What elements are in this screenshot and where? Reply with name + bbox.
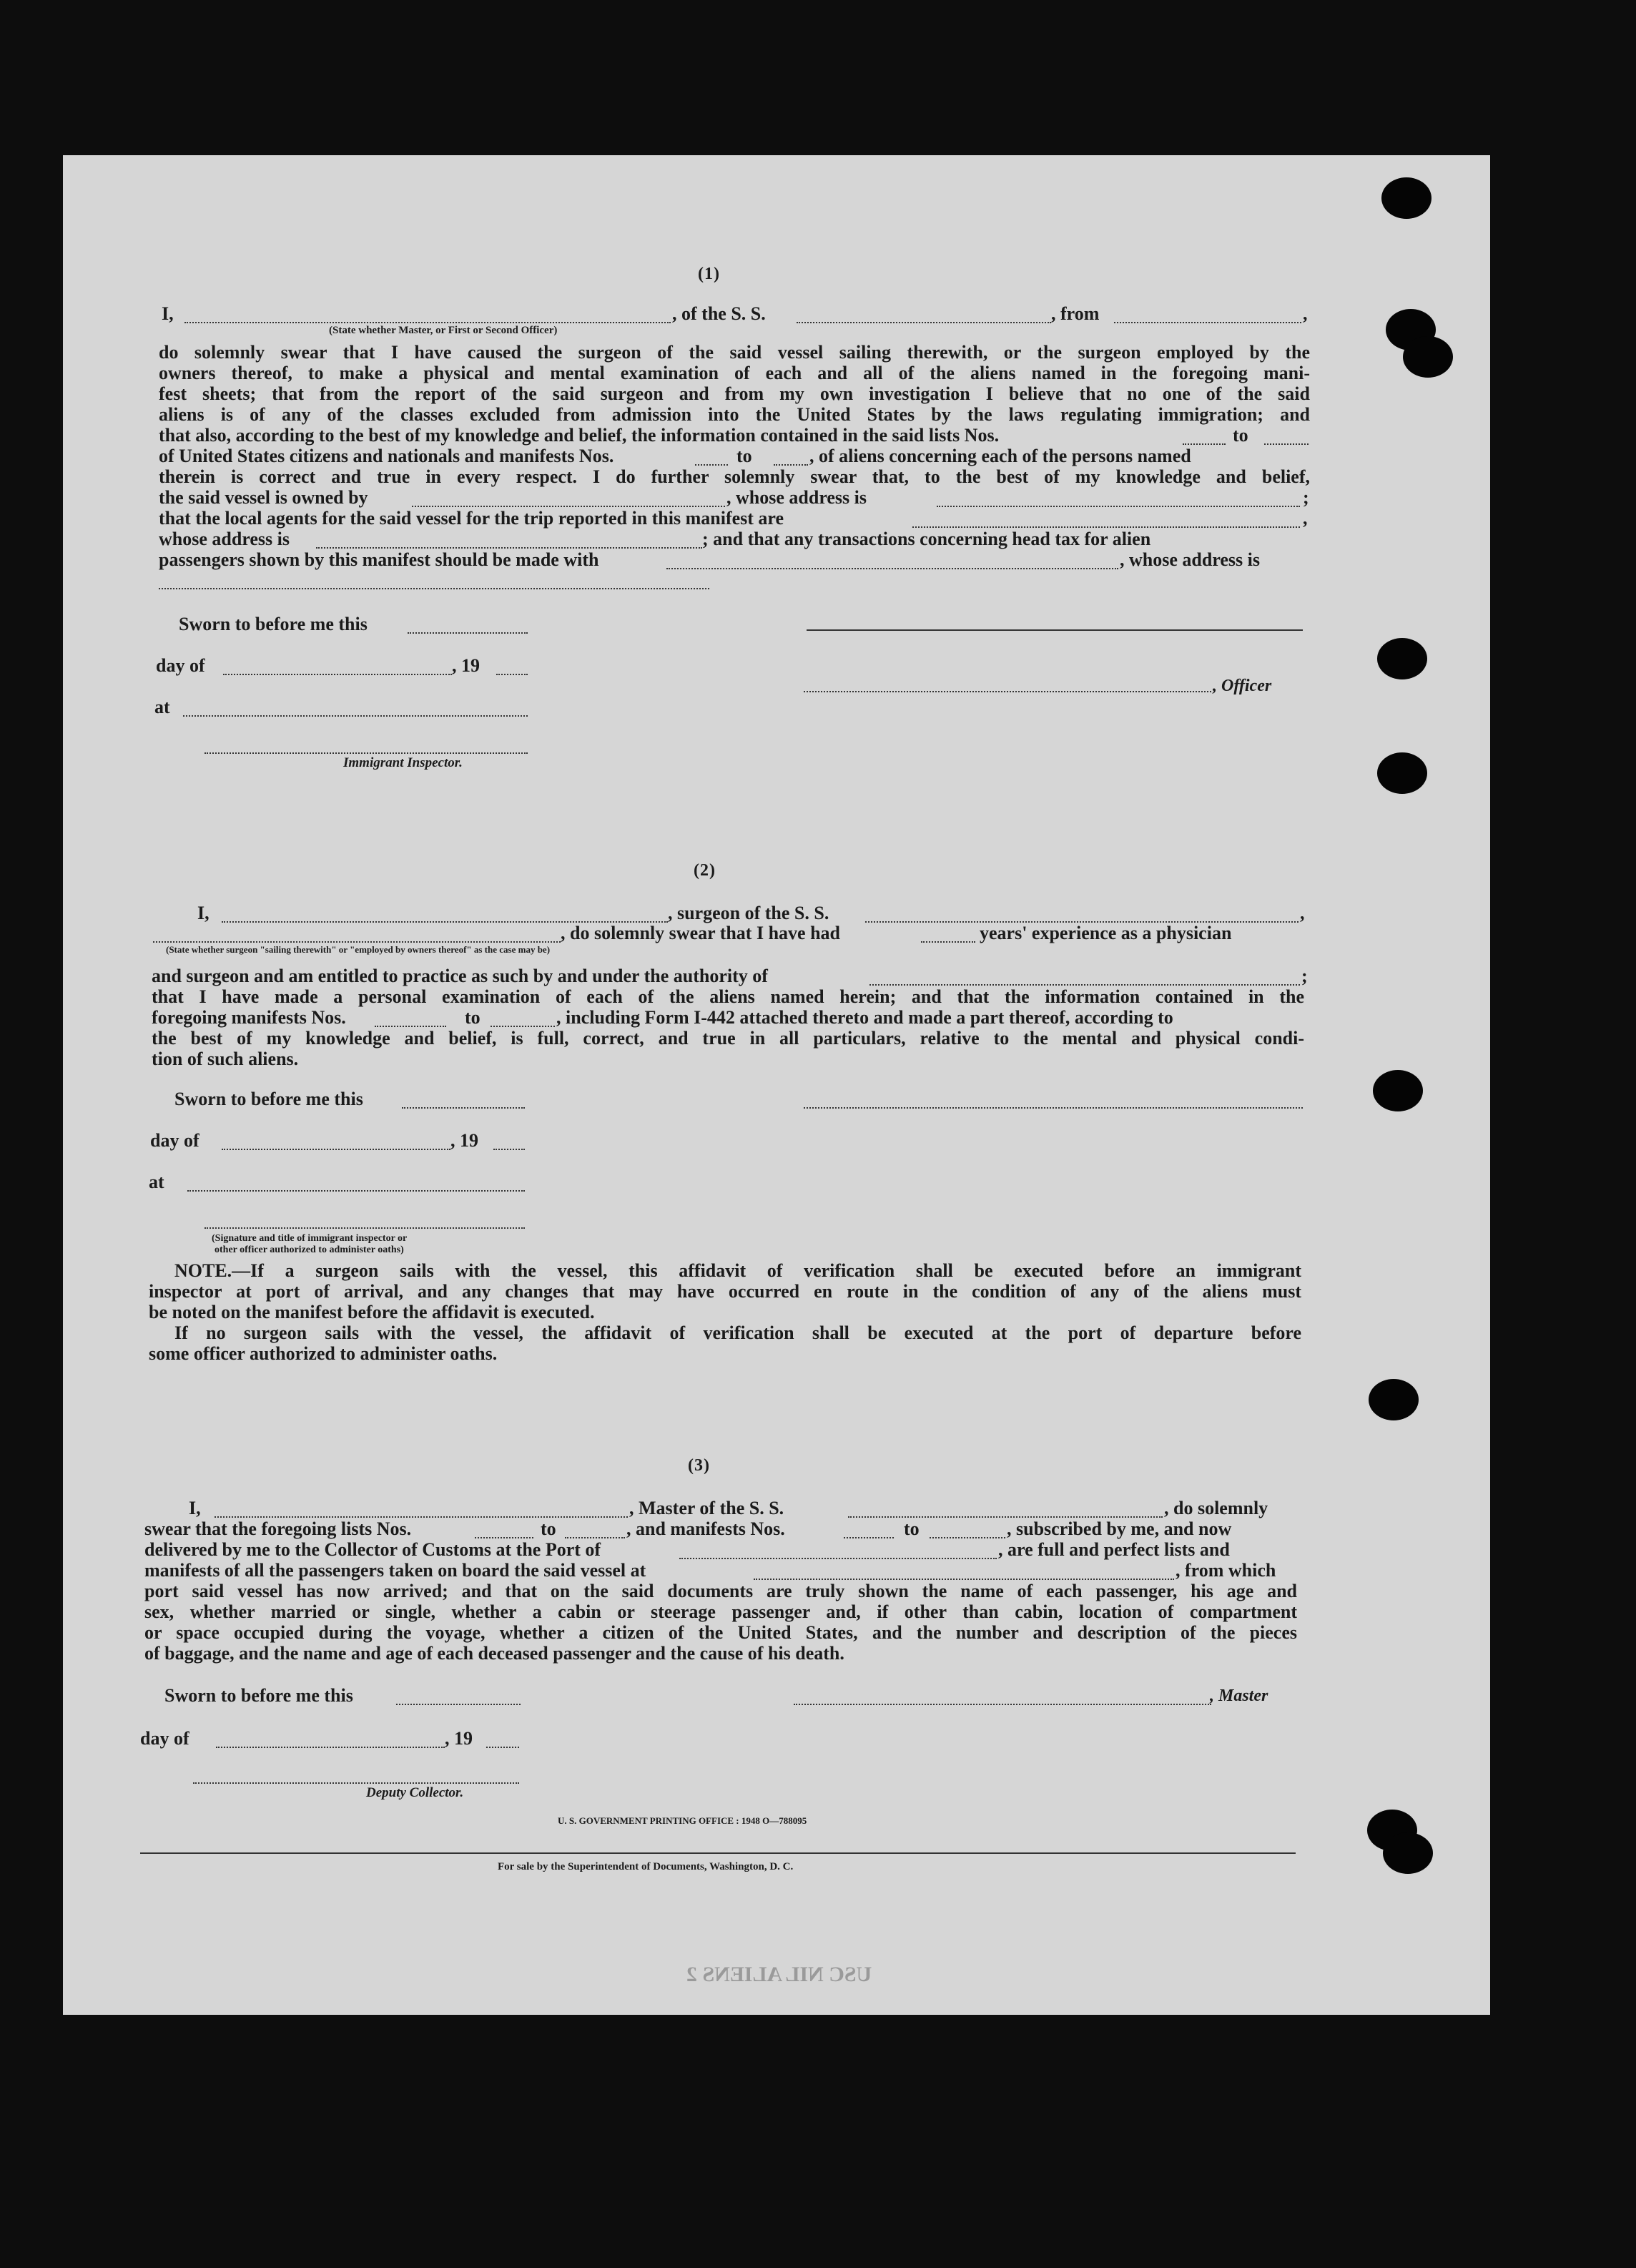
s1-day-of: day of [156, 655, 205, 676]
s1-of-us: of United States citizens and nationals and manifests Nos. [159, 446, 614, 466]
s2-note-line: be noted on the manifest before the affidavit is executed. [149, 1302, 595, 1322]
s1-name-blank [184, 322, 671, 323]
s2-signature-line [804, 1107, 1303, 1109]
section-3-heading: (3) [688, 1456, 710, 1475]
s3-paragraph-line: port said vessel has now arrived; and that on the said documents are truly shown the name of each passenger, his age and [144, 1581, 1297, 1601]
s1-paragraph-line: aliens is of any of the classes excluded from admission into the United States by the laws regulating immigration; and [159, 404, 1310, 425]
s1-ship-blank [797, 322, 1051, 323]
s2-note: (State whether surgeon "sailing therewith" or "employed by owners thereof" as the case may be) [166, 944, 551, 955]
bleed-through-stamp: USC NIL ALIENS 2 [686, 1963, 872, 1986]
punch-hole [1369, 1379, 1419, 1420]
sale-imprint: For sale by the Superintendent of Documents, Washington, D. C. [498, 1861, 794, 1872]
s1-note: (State whether Master, or First or Second Officer) [329, 325, 558, 336]
s1-paragraph-line: fest sheets; that from the report of the said surgeon and from my own investigation I believe that no one of the said [159, 383, 1310, 404]
s2-note-line: inspector at port of arrival, and any changes that may have occurred en route in the condition of any of the aliens must [149, 1281, 1301, 1302]
s1-at: at [154, 697, 170, 717]
s3-deputy: Deputy Collector. [366, 1785, 464, 1800]
s1-officer: , Officer [1213, 677, 1272, 695]
s1-i: I, [162, 303, 174, 324]
s3-paragraph-line: of baggage, and the name and age of each deceased passenger and the cause of his death. [144, 1643, 844, 1664]
punch-hole [1377, 752, 1427, 794]
s1-therein: therein is correct and true in every respect. I do further solemnly swear that, to the best of my knowledge and belief, [159, 466, 1310, 487]
punch-hole [1403, 336, 1453, 378]
s1-inspector: Immigrant Inspector. [343, 755, 463, 770]
s1-sworn: Sworn to before me this [179, 614, 368, 634]
s1-from-blank [1114, 322, 1301, 323]
punch-hole [1383, 1832, 1433, 1874]
s3-paragraph-line: sex, whether married or single, whether a cabin or steerage passenger and, if other than cabin, location of compartment [144, 1601, 1297, 1622]
gpo-imprint: U. S. GOVERNMENT PRINTING OFFICE : 1948 O—788095 [558, 1815, 807, 1826]
s1-signature-line [807, 629, 1303, 631]
s3-signature-line [794, 1704, 1211, 1705]
s3-paragraph-line: or space occupied during the voyage, whether a citizen of the United States, and the number and description of the pieces [144, 1622, 1297, 1643]
section-2-heading: (2) [694, 861, 716, 880]
punch-hole [1373, 1070, 1423, 1111]
s1-paragraph-line: do solemnly swear that I have caused the surgeon of the said vessel sailing therewith, or the surgeon employed by the [159, 342, 1310, 363]
s1-from: , from [1051, 303, 1100, 324]
s1-of-ss: , of the S. S. [672, 303, 766, 324]
s2-note-line: some officer authorized to administer oaths. [149, 1343, 498, 1364]
punch-hole [1377, 638, 1427, 679]
s2-note-line: NOTE.—If a surgeon sails with the vessel, this affidavit of verification shall be executed before an immigrant [174, 1260, 1301, 1281]
s1-paragraph-line: owners thereof, to make a physical and mental examination of each and all of the aliens named in the foregoing mani- [159, 363, 1310, 383]
punch-hole [1381, 177, 1432, 219]
s3-master: , Master [1210, 1687, 1268, 1705]
section-1-heading: (1) [698, 265, 720, 283]
s2-note-line: If no surgeon sails with the vessel, the affidavit of verification shall be executed at the port of departure before [174, 1322, 1301, 1343]
footer-rule [140, 1852, 1296, 1854]
s1-that-also: that also, according to the best of my knowledge and belief, the information contained in the said lists Nos. [159, 425, 1000, 446]
